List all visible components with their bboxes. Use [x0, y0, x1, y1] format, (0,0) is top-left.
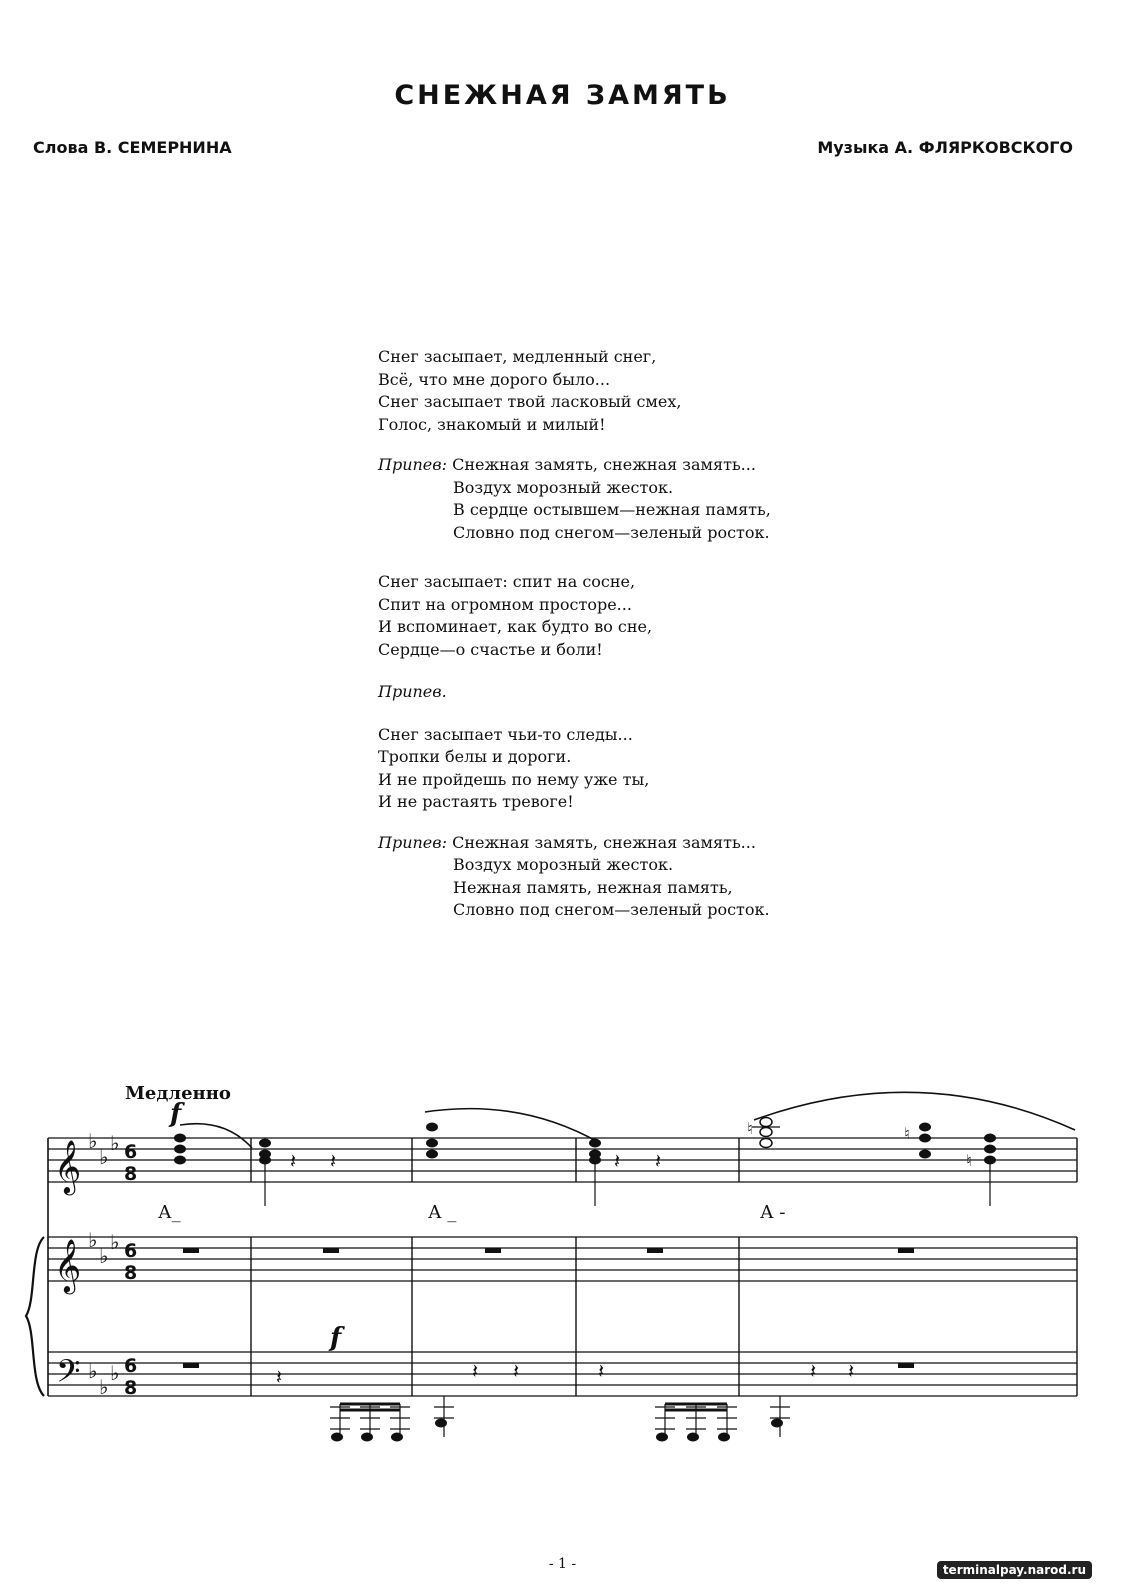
svg-text:♮: ♮	[747, 1119, 753, 1138]
svg-text:𝄽: 𝄽	[513, 1359, 520, 1383]
quarter-rests	[276, 1149, 854, 1389]
poem-line: И не пройдешь по нему уже ты,	[378, 769, 650, 789]
svg-text:𝄽: 𝄽	[472, 1359, 479, 1383]
chorus-line: Нежная память, нежная память,	[453, 877, 733, 897]
svg-text:♭: ♭	[88, 1359, 98, 1383]
bass-clef-icon: 𝄢	[56, 1353, 81, 1397]
verse-2	[378, 571, 878, 661]
poem-line: Всё, что мне дорого было...	[378, 369, 611, 389]
chorus-reference	[378, 681, 878, 704]
ledger-lines	[330, 1127, 790, 1429]
svg-text:♭: ♭	[110, 1230, 120, 1254]
svg-text:♭: ♭	[88, 1129, 98, 1153]
music-score	[0, 1090, 1125, 1450]
lyric-syllable: А _	[428, 1202, 457, 1223]
chorus-line: Снежная замять, снежная замять...	[452, 832, 756, 852]
poem-line: И не растаять тревоге!	[378, 792, 574, 811]
tempo-marking: Медленно	[125, 1083, 231, 1104]
poem-line: Снег засыпает твой ласковый смех,	[378, 392, 682, 411]
svg-text:♮: ♮	[966, 1151, 972, 1170]
lyric-syllable: А -	[760, 1202, 786, 1223]
chorus-label: Припев:	[378, 832, 447, 852]
composer-credit: Музыка А. ФЛЯРКОВСКОГО	[817, 138, 1073, 157]
svg-text:𝄽: 𝄽	[598, 1359, 605, 1383]
treble-clef-icon: 𝄞	[54, 1139, 82, 1193]
svg-text:𝄽: 𝄽	[290, 1149, 297, 1173]
svg-text:♭: ♭	[99, 1145, 109, 1169]
svg-text:8: 8	[124, 1163, 138, 1185]
chorus-line: Словно под снегом—зеленый росток.	[453, 522, 770, 542]
page-title: СНЕЖНАЯ ЗАМЯТЬ	[394, 80, 731, 111]
dynamic-forte: f	[330, 1323, 342, 1353]
time-signature	[124, 1141, 137, 1399]
svg-text:𝄽: 𝄽	[330, 1149, 337, 1173]
svg-text:♭: ♭	[110, 1131, 120, 1155]
verse-1	[378, 346, 878, 436]
accidentals	[747, 1119, 972, 1170]
page-number: - 1 -	[548, 1556, 577, 1572]
chorus-ref-label: Припев.	[378, 682, 447, 701]
chorus-line: В сердце остывшем—нежная память,	[453, 500, 771, 519]
chorus-line: Словно под снегом—зеленый росток.	[453, 900, 770, 919]
dynamic-forte: f	[170, 1099, 182, 1129]
note-heads	[174, 1118, 996, 1442]
poem-text	[378, 346, 878, 922]
key-signature-flats	[88, 1129, 119, 1399]
svg-text:♭: ♭	[110, 1361, 120, 1385]
poem-line: Снег засыпает, медленный снег,	[378, 347, 657, 366]
voice-staff	[48, 1138, 1077, 1182]
watermark: terminalpay.narod.ru	[937, 1561, 1092, 1579]
svg-text:6: 6	[124, 1240, 138, 1262]
svg-text:𝄽: 𝄽	[276, 1365, 283, 1389]
chorus-1	[378, 454, 878, 544]
verse-3	[378, 724, 878, 814]
piano-treble-staff	[48, 1237, 1077, 1281]
svg-text:♭: ♭	[99, 1244, 109, 1268]
poem-line: Снег засыпает: спит на сосне,	[378, 572, 636, 591]
chorus-line: Снежная замять, снежная замять...	[452, 455, 756, 474]
svg-text:𝄽: 𝄽	[810, 1359, 817, 1383]
poem-line: И вспоминает, как будто во сне,	[378, 617, 653, 636]
chorus-line: Воздух морозный жесток.	[453, 855, 674, 874]
poem-line: Снег засыпает чьи-то следы...	[378, 724, 633, 744]
poem-line: Голос, знакомый и милый!	[378, 414, 606, 434]
poem-line: Сердце—о счастье и боли!	[378, 639, 603, 659]
poem-line: Тропки белы и дороги.	[378, 747, 572, 766]
piano-brace	[26, 1237, 44, 1396]
lyric-syllable: А_	[158, 1202, 181, 1223]
svg-text:𝄽: 𝄽	[655, 1149, 662, 1173]
whole-rests	[183, 1248, 914, 1368]
chorus-label: Припев:	[378, 455, 447, 474]
poem-line	[378, 454, 878, 477]
svg-text:6: 6	[124, 1355, 138, 1377]
svg-text:♭: ♭	[88, 1228, 98, 1252]
poem-line: Спит на огромном просторе...	[378, 594, 632, 614]
svg-text:♭: ♭	[99, 1375, 109, 1399]
svg-text:6: 6	[124, 1141, 138, 1163]
treble-clef-icon: 𝄞	[54, 1238, 82, 1292]
svg-text:8: 8	[124, 1377, 138, 1399]
poem-line	[378, 832, 878, 855]
piano-bass-staff	[48, 1352, 1077, 1396]
barlines	[251, 1138, 1077, 1396]
svg-text:𝄽: 𝄽	[848, 1359, 855, 1383]
chorus-2	[378, 832, 878, 922]
lyricist-credit: Слова В. СЕМЕРНИНА	[33, 138, 232, 157]
slurs	[180, 1092, 1075, 1148]
svg-text:♮: ♮	[904, 1124, 910, 1143]
svg-text:𝄽: 𝄽	[614, 1149, 621, 1173]
svg-text:8: 8	[124, 1262, 138, 1284]
chorus-line: Воздух морозный жесток.	[453, 477, 674, 497]
